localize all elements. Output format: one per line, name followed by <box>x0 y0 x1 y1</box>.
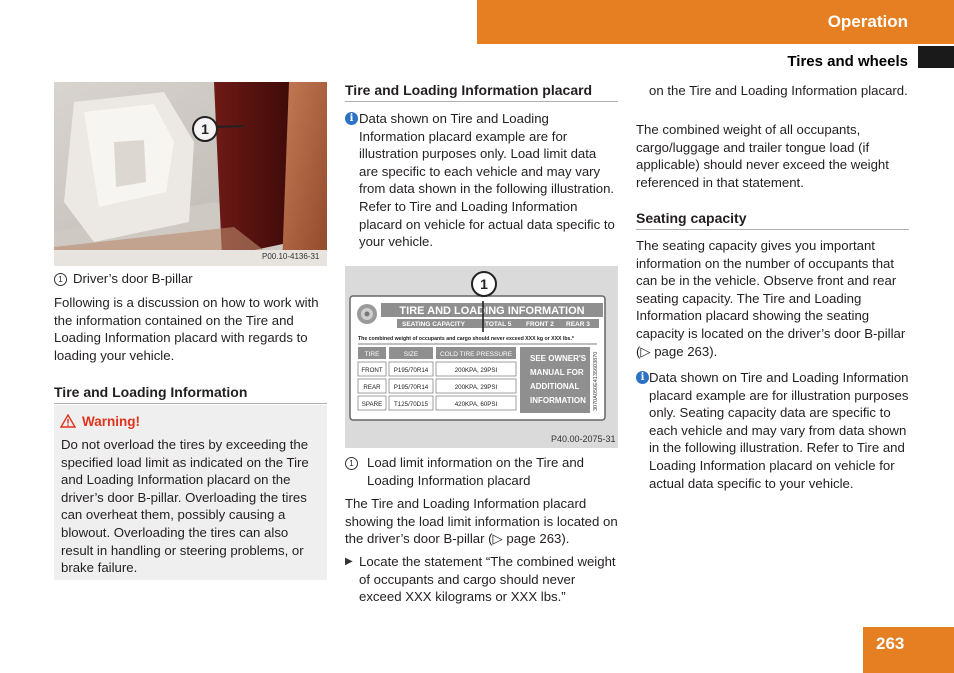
intro-paragraph: Following is a discussion on how to work with the information contained on the Tire and Loading Information placard with regards to loading your vehicle. <box>54 295 319 363</box>
section-title: Tires and wheels <box>787 53 908 70</box>
placard-cell: P195/70R14 <box>393 367 429 374</box>
b-pillar-photo <box>54 82 327 266</box>
placard-cell: 420KPA, 60PSI <box>454 401 498 408</box>
info-icon: i <box>636 371 649 384</box>
placard-code: P40.00-2075-31 <box>551 434 616 444</box>
seating-capacity-heading: Seating capacity <box>636 210 909 230</box>
continued-text: on the Tire and Loading Information placard. <box>649 83 908 98</box>
placard-cell: FRONT <box>361 367 383 374</box>
warning-title: Warning! <box>60 414 140 429</box>
warning-text: Do not overload the tires by exceeding the specified load limit as indicated on the Tire and Loading Information placard on the driver’s door B-pillar. Overloading the tires can overheat them, possibly causing a blowout. Overloading the tires can also result in handling or steering problems, or brake failure. <box>61 437 309 576</box>
seating-rear: REAR 3 <box>566 321 590 328</box>
placard-caption: 1 Load limit information on the Tire and Loading Information placard <box>345 454 618 489</box>
placard-col-size: SIZE <box>403 351 419 358</box>
page-number: 263 <box>876 634 905 653</box>
seating-front: FRONT 2 <box>526 321 554 328</box>
callout-1-icon: 1 <box>345 457 358 470</box>
placard-note: i Data shown on Tire and Loading Information placard example are for illustration purposes only. Load limit data are specific to each vehicle and may vary from data shown in the following illustration. Refer to Tire and Loading Information placard on vehicle for actual data specific to your vehicle. <box>345 110 618 251</box>
placard-cell: T125/70D15 <box>393 401 429 408</box>
placard-cell: 200KPA, 29PSI <box>454 367 498 374</box>
seating-capacity-paragraph: The seating capacity gives you important information on the number of occupants that can be in the vehicle. Observe front and rear seating capacity. The Tire and Loading Information placard showing the seating capacity is located on the driver’s door B-pillar (▷ page 263). <box>636 238 906 359</box>
placard-cell: P195/70R14 <box>393 384 429 391</box>
placard-serial: 3070A050E4135603870 <box>593 351 599 411</box>
placard-col-tire: TIRE <box>364 351 380 358</box>
placard-paragraph: The Tire and Loading Information placard showing the load limit information is located on the driver’s door B-pillar (▷ page 263). <box>345 496 618 547</box>
photo-caption: 1 Driver’s door B-pillar <box>54 270 327 288</box>
bullet-arrow-icon: ▶ <box>345 556 353 567</box>
placard-callout-1: 1 <box>471 271 497 297</box>
bullet-item: ▶ Locate the statement “The combined weight of occupants and cargo should never exceed XXX kilograms or XXX lbs.” <box>345 554 616 605</box>
placard-cell: 200KPA, 29PSI <box>454 384 498 391</box>
seating-note: i Data shown on Tire and Loading Information placard example are for illustration purposes only. Seating capacity data are specific to each vehicle and may vary from data shown in the following illustration. Refer to Tire and Loading Information placard on vehicle for actual data specific to your vehicle. <box>636 369 911 492</box>
placard-heading: Tire and Loading Information placard <box>345 82 618 102</box>
photo-code: P00.10-4136-31 <box>262 252 320 261</box>
placard-cell: SPARE <box>361 401 383 408</box>
photo-callout-1: 1 <box>192 116 218 142</box>
info-icon: i <box>345 112 358 125</box>
thumb-tab <box>918 46 954 68</box>
placard-col-pressure: COLD TIRE PRESSURE <box>439 351 513 358</box>
callout-1-icon: 1 <box>54 273 67 286</box>
weight-statement: The combined weight of occupants and cargo should never exceed XXX kg or XXX lbs.* <box>358 336 574 342</box>
tire-loading-heading: Tire and Loading Information <box>54 384 327 404</box>
placard-cell: REAR <box>363 384 381 391</box>
placard-title: TIRE AND LOADING INFORMATION <box>399 305 585 317</box>
seating-capacity-label: SEATING CAPACITY <box>402 321 465 328</box>
warning-triangle-icon <box>60 414 76 428</box>
seating-total: TOTAL 5 <box>485 321 512 328</box>
chapter-title: Operation <box>827 12 908 31</box>
combined-weight-paragraph: The combined weight of all occupants, cargo/luggage and trailer tongue load (if applicable) should never exceed the weight referenced in that statement. <box>636 122 889 190</box>
placard-side-note: SEE OWNER'S MANUAL FOR ADDITIONAL INFORMATION <box>530 354 587 405</box>
